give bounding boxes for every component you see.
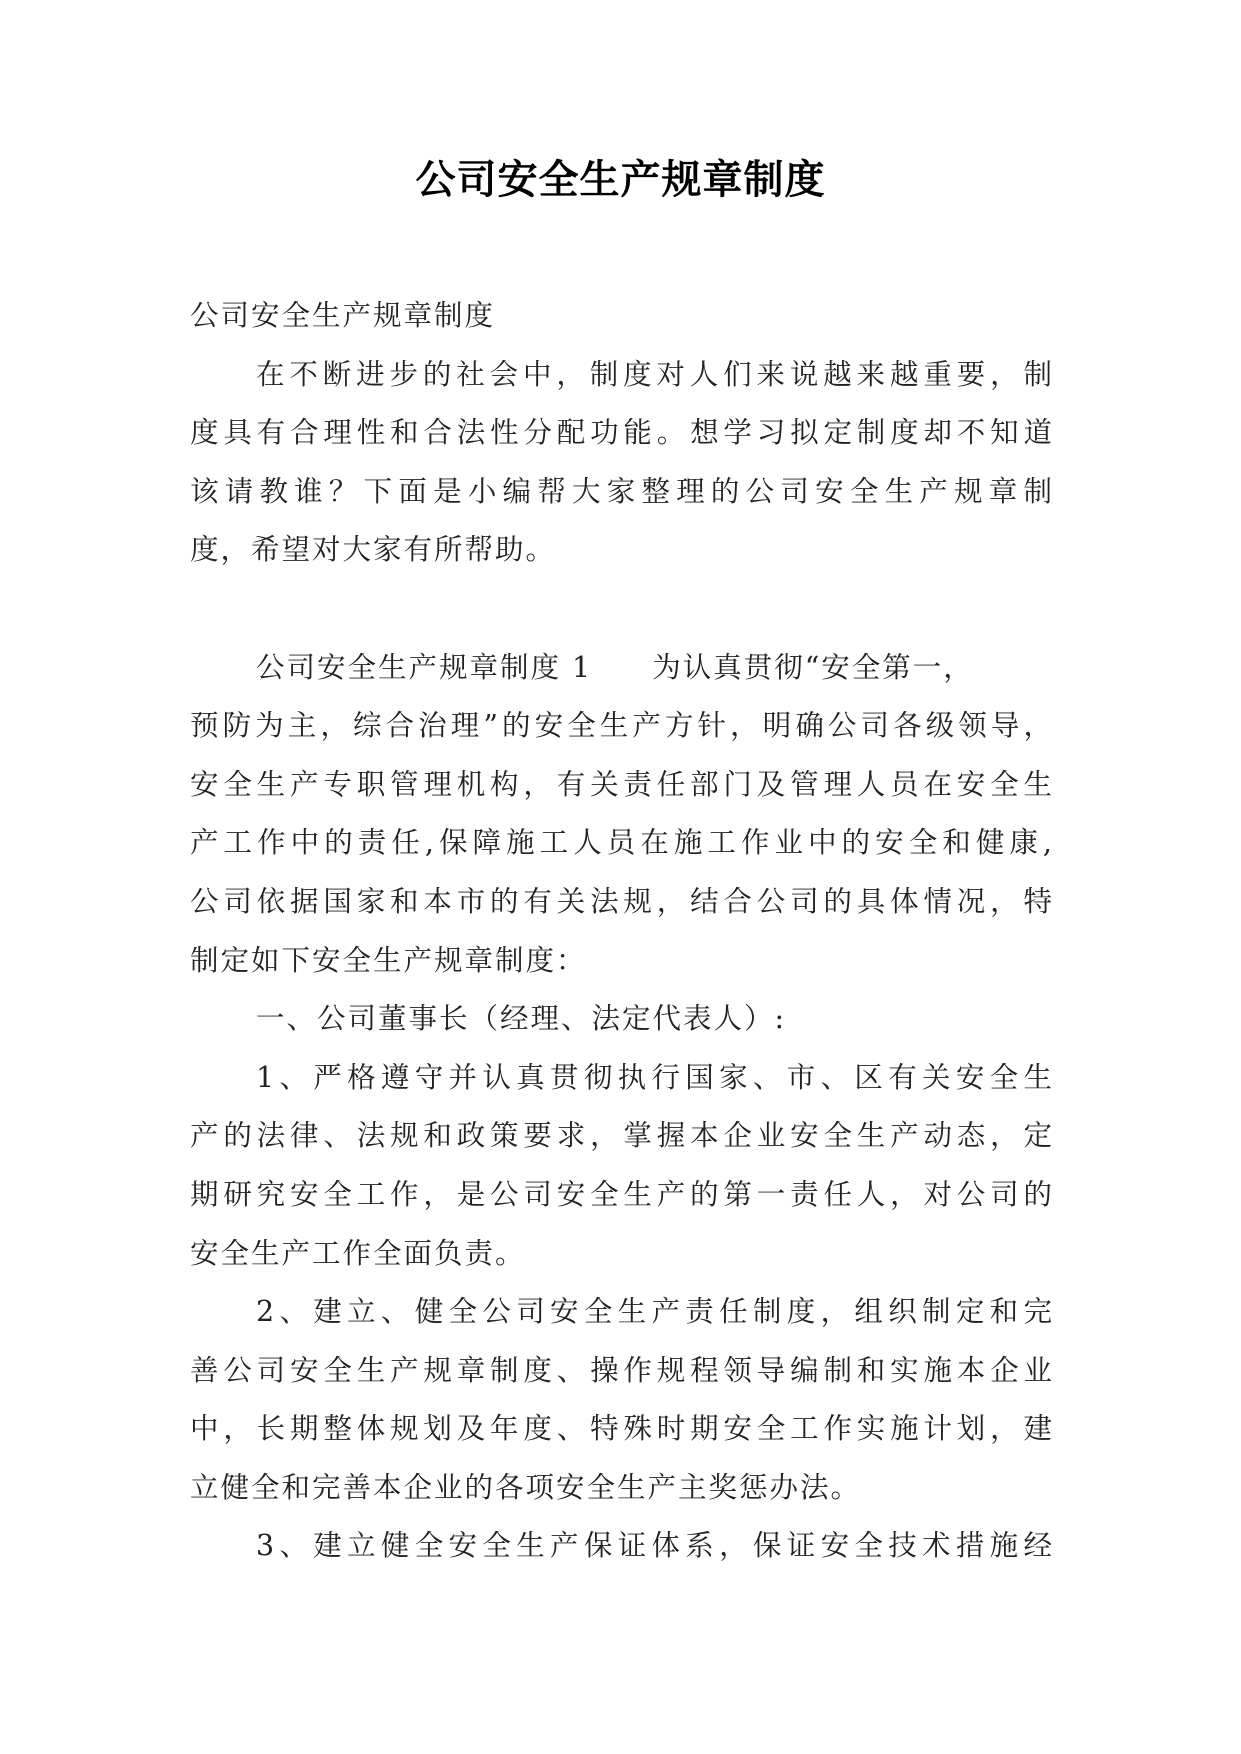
document-title: 公司安全生产规章制度 — [415, 157, 826, 203]
paragraph-spacer — [190, 580, 1054, 639]
item-heading: 一、公司董事长（经理、法定代表人）: — [256, 1002, 787, 1036]
section1-line: 预防为主，综合治理”的安全生产方针，明确公司各级领导， — [190, 709, 1054, 743]
section1-line: 制定如下安全生产规章制度： — [190, 943, 587, 977]
item2-line: 2、建立、健全公司安全生产责任制度，组织制定和完 — [256, 1295, 1054, 1329]
section1-line: 公司依据国家和本市的有关法规，结合公司的具体情况，特 — [190, 884, 1054, 918]
intro-line: 该请教谁？下面是小编帮大家整理的公司安全生产规章制 — [190, 474, 1054, 508]
item1-line: 安全生产工作全面负责。 — [190, 1236, 526, 1270]
intro-line: 在不断进步的社会中，制度对人们来说越来越重要，制 — [256, 357, 1054, 391]
item2-line: 善公司安全生产规章制度、操作规程领导编制和实施本企业 — [190, 1353, 1054, 1387]
section1-first-line — [190, 639, 1054, 698]
document-subtitle: 公司安全生产规章制度 — [190, 299, 496, 332]
item1-line: 产的法律、法规和政策要求，掌握本企业安全生产动态，定 — [190, 1119, 1054, 1153]
document-body — [190, 287, 1054, 1576]
section1-heading: 公司安全生产规章制度 1 — [256, 650, 593, 684]
section1-line: 产工作中的责任,保障施工人员在施工作业中的安全和健康, — [190, 826, 1054, 860]
intro-line: 度，希望对大家有所帮助。 — [190, 533, 557, 567]
item3-line: 3、建立健全安全生产保证体系，保证安全技术措施经 — [256, 1529, 1054, 1563]
intro-line: 度具有合理性和合法性分配功能。想学习拟定制度却不知道 — [190, 416, 1054, 450]
section1-line: 安全生产专职管理机构，有关责任部门及管理人员在安全生 — [190, 767, 1054, 801]
section1-first-line-text: 为认真贯彻“安全第一， — [652, 650, 974, 684]
item2-line: 中，长期整体规划及年度、特殊时期安全工作实施计划，建 — [190, 1412, 1054, 1446]
item2-line: 立健全和完善本企业的各项安全生产主奖惩办法。 — [190, 1470, 862, 1504]
item1-line: 1、严格遵守并认真贯彻执行国家、市、区有关安全生 — [256, 1060, 1054, 1094]
item1-line: 期研究安全工作，是公司安全生产的第一责任人，对公司的 — [190, 1177, 1054, 1211]
